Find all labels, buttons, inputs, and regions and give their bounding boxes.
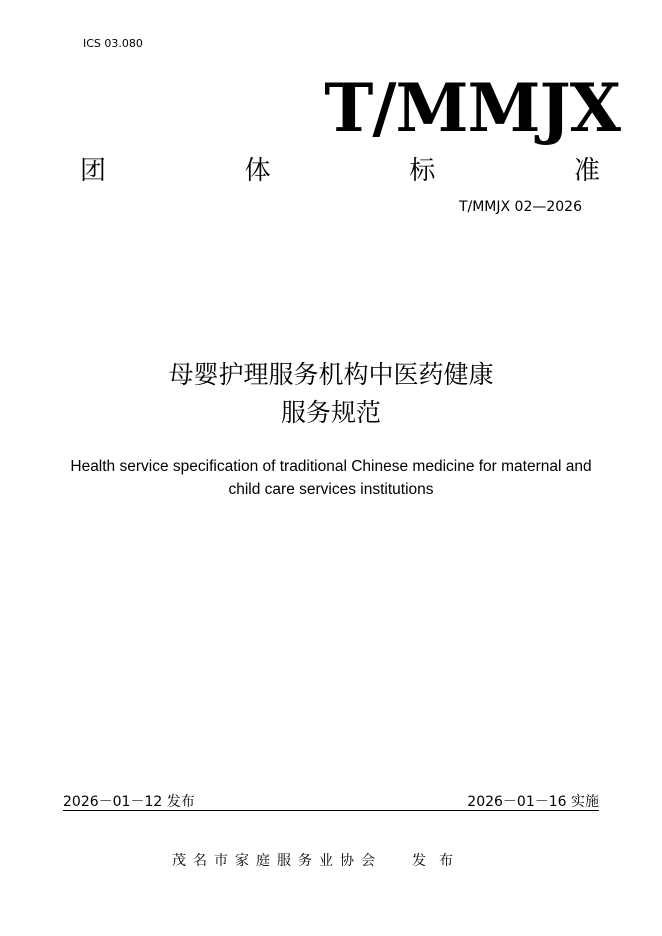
title-english-line2: child care services institutions [228,481,434,498]
publisher-line [172,850,466,870]
standard-number: T/MMJX 02—2026 [458,199,582,215]
title-chinese-line2: 服务规范 [280,398,381,427]
standard-type-char: 体 [244,156,271,186]
title-english-line1: Health service specification of traditional Chinese medicine for maternal and [70,458,592,475]
standard-logo: T/MMJX [324,69,620,147]
publisher-name: 茂名市家庭服务业协会 [172,853,382,869]
ics-code: ICS 03.080 [83,37,143,50]
title-chinese-line1: 母婴护理服务机构中医药健康 [168,360,494,389]
standard-type-char: 标 [409,156,436,186]
title-english [60,455,602,501]
publish-date: 2026－01－12 发布 [63,794,195,810]
implement-date: 2026－01－16 实施 [467,794,599,810]
standard-type-char: 团 [80,156,107,186]
date-line [63,789,599,811]
standard-type [80,153,600,189]
standard-type-char: 准 [573,156,600,186]
publisher-suffix: 发布 [412,853,466,869]
title-chinese [0,356,662,432]
